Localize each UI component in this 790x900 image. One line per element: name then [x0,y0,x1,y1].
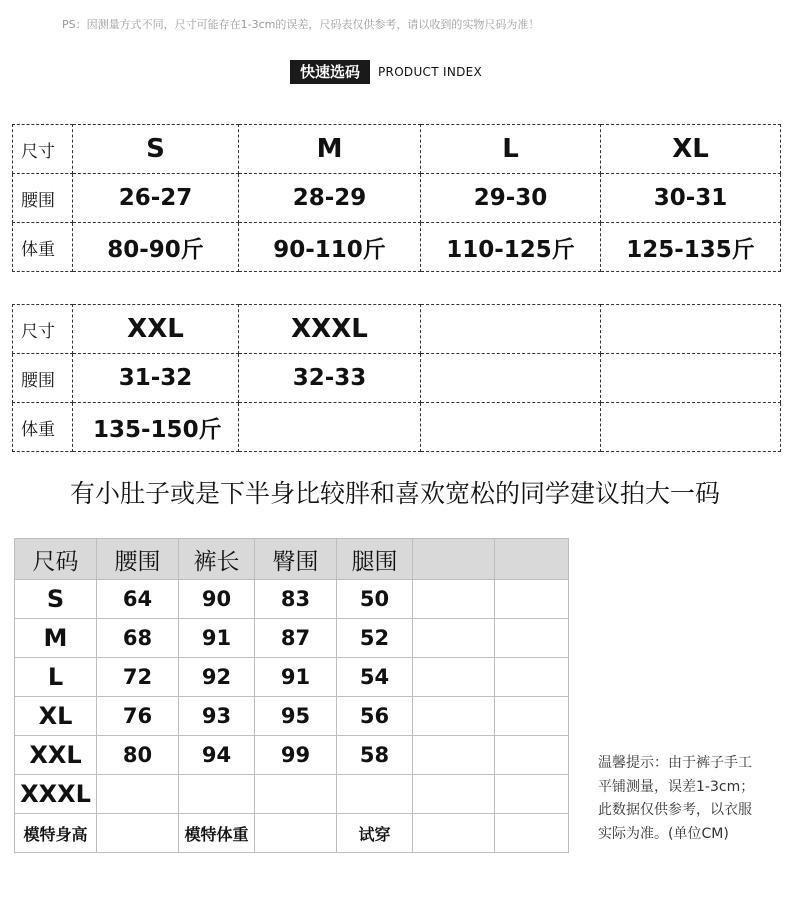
waist-cell: 68 [97,619,179,658]
waist-cell: 32-33 [239,354,421,403]
thigh-cell: 50 [337,580,413,619]
hip-cell: 83 [255,580,337,619]
row-label: 尺寸 [13,305,73,354]
thigh-cell: 52 [337,619,413,658]
waist-cell: 30-31 [601,174,781,223]
quick-size-table-2 [12,304,781,452]
weight-cell: 80-90斤 [73,223,239,272]
model-height-label: 模特身高 [15,814,97,853]
size-cell: M [239,125,421,174]
table-row [15,619,569,658]
size-cell: XL [601,125,781,174]
size-row [13,125,781,174]
tip-note [598,752,788,846]
weight-cell: 135-150斤 [73,403,239,452]
header-empty [413,539,495,580]
empty-cell [421,354,601,403]
table-row [15,697,569,736]
model-weight-label: 模特体重 [179,814,255,853]
model-weight-value [255,814,337,853]
thigh-cell: 56 [337,697,413,736]
empty-cell [495,814,569,853]
size-cell: S [15,580,97,619]
empty-cell [495,658,569,697]
thigh-cell: 54 [337,658,413,697]
measurement-table [14,538,569,853]
header-length: 裤长 [179,539,255,580]
empty-cell [495,580,569,619]
weight-row [13,403,781,452]
tip-line: 温馨提示：由于裤子手工 [598,755,752,771]
empty-cell [601,403,781,452]
try-on-value [413,814,495,853]
hip-cell: 91 [255,658,337,697]
tip-line: 此数据仅供参考，以衣服 [598,802,752,818]
tip-line: 实际为准。(单位CM) [598,825,729,842]
size-cell: M [15,619,97,658]
waist-cell: 26-27 [73,174,239,223]
size-cell: XL [15,697,97,736]
empty-cell [601,305,781,354]
empty-cell [413,775,495,814]
empty-cell [495,619,569,658]
hip-cell: 99 [255,736,337,775]
size-cell: S [73,125,239,174]
empty-cell [495,736,569,775]
length-cell: 90 [179,580,255,619]
empty-cell [495,775,569,814]
empty-cell [239,403,421,452]
row-label: 腰围 [13,174,73,223]
model-height-value [97,814,179,853]
table-row [15,658,569,697]
size-row [13,305,781,354]
waist-row [13,174,781,223]
waist-cell: 29-30 [421,174,601,223]
tip-line: 平铺测量，误差1-3cm； [598,778,755,795]
title-english: PRODUCT INDEX [378,65,483,79]
length-cell: 92 [179,658,255,697]
empty-cell [413,658,495,697]
size-cell: L [421,125,601,174]
row-label: 体重 [13,223,73,272]
waist-cell: 31-32 [73,354,239,403]
waist-cell: 28-29 [239,174,421,223]
empty-cell [413,697,495,736]
length-cell: 91 [179,619,255,658]
hip-cell [255,775,337,814]
length-cell [179,775,255,814]
size-cell: XXL [73,305,239,354]
empty-cell [421,305,601,354]
length-cell: 94 [179,736,255,775]
thigh-cell: 58 [337,736,413,775]
quick-size-table-1 [12,124,781,272]
waist-cell: 76 [97,697,179,736]
measurement-header-row [15,539,569,580]
waist-cell [97,775,179,814]
header-hip: 臀围 [255,539,337,580]
empty-cell [421,403,601,452]
size-cell: XXL [15,736,97,775]
empty-cell [413,736,495,775]
table-row [15,736,569,775]
header-size: 尺码 [15,539,97,580]
title-chinese: 快速选码 [290,60,370,84]
header-waist: 腰围 [97,539,179,580]
empty-cell [413,580,495,619]
try-on-label: 试穿 [337,814,413,853]
weight-cell: 90-110斤 [239,223,421,272]
waist-row [13,354,781,403]
thigh-cell [337,775,413,814]
size-cell: XXXL [15,775,97,814]
hip-cell: 87 [255,619,337,658]
waist-cell: 72 [97,658,179,697]
header-empty [495,539,569,580]
hip-cell: 95 [255,697,337,736]
waist-cell: 80 [97,736,179,775]
measurement-disclaimer: PS：因测量方式不同，尺寸可能存在1-3cm的误差，尺码表仅供参考，请以收到的实物尺码为准！ [62,18,540,31]
empty-cell [495,697,569,736]
row-label: 尺寸 [13,125,73,174]
section-title [290,60,482,84]
weight-cell: 110-125斤 [421,223,601,272]
empty-cell [601,354,781,403]
length-cell: 93 [179,697,255,736]
waist-cell: 64 [97,580,179,619]
table-row [15,775,569,814]
size-cell: L [15,658,97,697]
row-label: 体重 [13,403,73,452]
row-label: 腰围 [13,354,73,403]
weight-row [13,223,781,272]
header-thigh: 腿围 [337,539,413,580]
empty-cell [413,619,495,658]
size-recommendation: 有小肚子或是下半身比较胖和喜欢宽松的同学建议拍大一码 [69,479,720,508]
weight-cell: 125-135斤 [601,223,781,272]
size-cell: XXXL [239,305,421,354]
table-row [15,580,569,619]
model-info-row [15,814,569,853]
